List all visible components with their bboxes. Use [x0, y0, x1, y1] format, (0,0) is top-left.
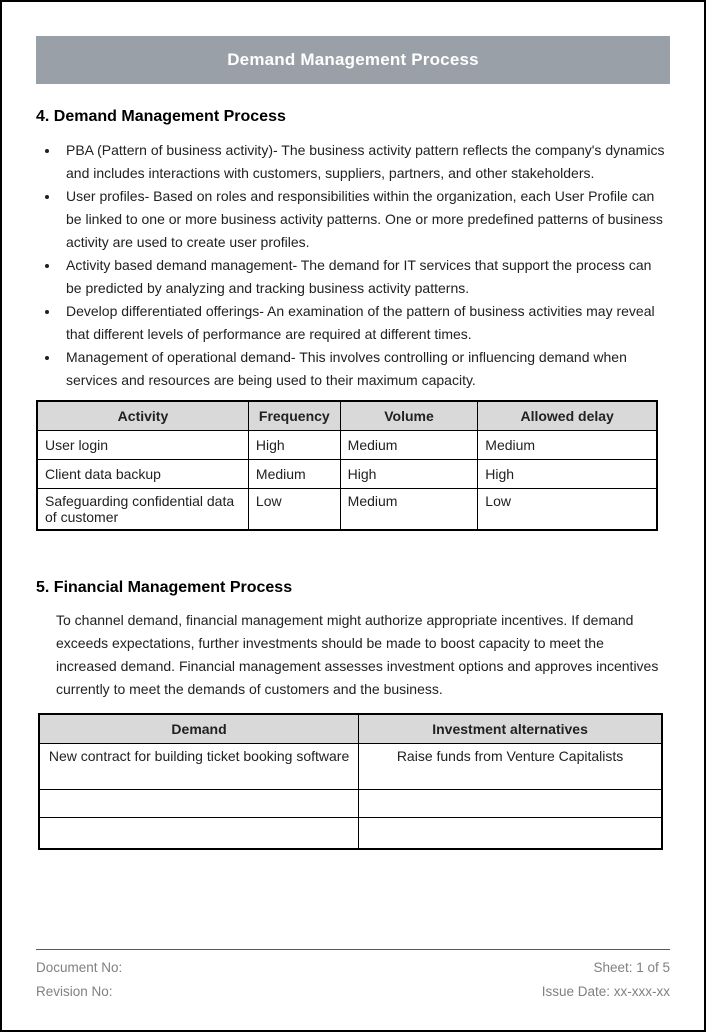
page-footer — [36, 949, 670, 1004]
cell-allowed-delay: High — [478, 459, 657, 488]
column-header-investment-alternatives: Investment alternatives — [359, 714, 662, 743]
document-title: Demand Management Process — [227, 50, 479, 69]
column-header-allowed-delay: Allowed delay — [478, 401, 657, 430]
column-header-volume: Volume — [340, 401, 478, 430]
column-header-demand: Demand — [39, 714, 359, 743]
cell-volume: Medium — [340, 430, 478, 459]
financial-management-paragraph: To channel demand, financial management might authorize appropriate incentives. If demand exceeds expectations, further investments should be made to boost capacity to meet the increased demand. Financial management assesses investment options and approves incentives currently to meet the demands of customers and the business. — [56, 612, 659, 697]
cell-volume: Medium — [340, 488, 478, 530]
document-title-banner — [36, 36, 670, 84]
bullet-item-user-profiles: • User profiles- Based on roles and responsibilities within the organization, each User Profile can be linked to one or more business activity patterns. One or more predefined patterns of business activity are used to create user profiles. — [60, 185, 670, 254]
demand-table-header-row — [39, 714, 662, 743]
cell-activity: Client data backup — [37, 459, 248, 488]
demand-investment-table — [38, 713, 663, 850]
table-row — [37, 488, 657, 530]
cell-investment-alternative: Raise funds from Venture Capitalists — [359, 743, 662, 789]
cell-allowed-delay: Low — [478, 488, 657, 530]
table-row — [39, 743, 662, 789]
cell-investment-alternative — [359, 789, 662, 817]
sheet-number-label: Sheet: 1 of 5 — [593, 960, 670, 975]
column-header-frequency: Frequency — [248, 401, 340, 430]
cell-frequency: Medium — [248, 459, 340, 488]
revision-no-label: Revision No: — [36, 984, 113, 999]
document-no-label: Document No: — [36, 960, 123, 975]
demand-management-bullet-list — [36, 139, 670, 392]
issue-date-label: Issue Date: xx-xxx-xx — [541, 984, 670, 999]
bullet-item-operational-demand: • Management of operational demand- This involves controlling or influencing demand when services and resources are being used to their maximum capacity. — [60, 346, 670, 392]
column-header-activity: Activity — [37, 401, 248, 430]
cell-activity: Safeguarding confidential data of customer — [37, 488, 248, 530]
bullet-item-pba: • PBA (Pattern of business activity)- The business activity pattern reflects the company's dynamics and includes interactions with customers, suppliers, partners, and other stakeholders. — [60, 139, 670, 185]
cell-demand — [39, 789, 359, 817]
cell-activity: User login — [37, 430, 248, 459]
cell-frequency: High — [248, 430, 340, 459]
table-row — [37, 459, 657, 488]
table-row — [39, 817, 662, 849]
activity-table-header-row — [37, 401, 657, 430]
bullet-item-differentiated-offerings: • Develop differentiated offerings- An examination of the pattern of business activities may reveal that different levels of performance are required at different times. — [60, 300, 670, 346]
section-heading-demand-management: 4. Demand Management Process — [36, 108, 286, 125]
section-heading-financial-management: 5. Financial Management Process — [36, 579, 293, 596]
cell-demand: New contract for building ticket booking software — [39, 743, 359, 789]
cell-frequency: Low — [248, 488, 340, 530]
cell-volume: High — [340, 459, 478, 488]
cell-investment-alternative — [359, 817, 662, 849]
bullet-item-activity-based: • Activity based demand management- The demand for IT services that support the process can be predicted by analyzing and tracking business activity patterns. — [60, 254, 670, 300]
cell-allowed-delay: Medium — [478, 430, 657, 459]
table-row — [39, 789, 662, 817]
activity-table — [36, 400, 658, 531]
table-row — [37, 430, 657, 459]
footer-left-block — [36, 956, 122, 1004]
cell-demand — [39, 817, 359, 849]
footer-right-block — [542, 956, 670, 1004]
